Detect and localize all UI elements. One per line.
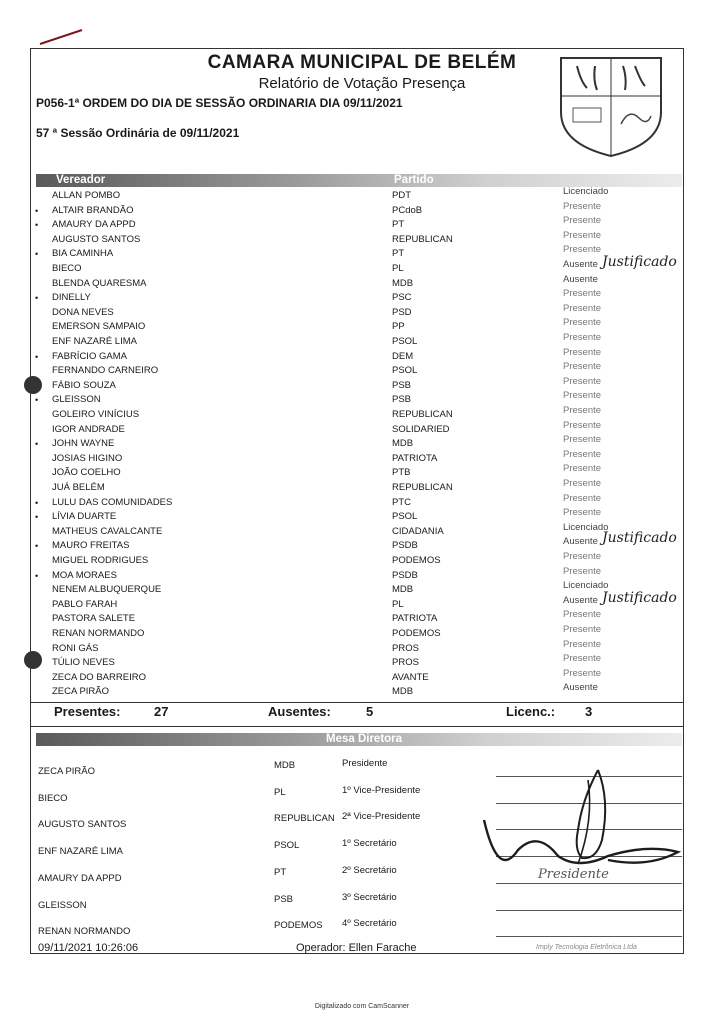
member-row [0,638,724,658]
member-row [0,200,724,220]
member-name: LULU DAS COMUNIDADES [52,496,173,508]
member-party: MDB [392,438,414,450]
member-status: Presente [563,288,602,300]
member-party: PROS [392,657,419,669]
member-name: NENEM ALBUQUERQUE [52,584,162,596]
member-status: Presente [563,229,602,241]
scanner-credit: Digitalizado com CamScanner [314,1003,410,1010]
mesa-member-role: 3º Secretário [342,891,397,903]
member-party: PTB [392,467,411,479]
member-party: PSD [392,306,412,318]
print-datetime: 09/11/2021 10:26:06 [38,942,139,954]
mesa-member-name: AMAURY DA APPD [38,872,122,884]
mesa-member-party: MDB [274,760,296,771]
member-name: JOSIAS HIGINO [52,452,123,464]
member-row [0,682,724,701]
member-party: PSOL [392,336,418,347]
member-bullet: • [35,220,39,231]
mesa-member-name: GLEISSON [38,899,87,911]
member-bullet: • [35,293,39,304]
member-name: PABLO FARAH [52,598,118,610]
mesa-member-party: REPUBLICAN [274,813,335,825]
mesa-title: Mesa Diretora [326,733,403,745]
member-name: JOHN WAYNE [52,438,115,450]
member-party: DEM [392,350,414,362]
member-row [0,448,724,468]
member-row [0,317,724,336]
member-party: PT [392,219,405,231]
handwritten-note-bieco: Justificado [602,254,677,270]
mesa-member-party: PODEMOS [274,920,323,932]
member-row [0,653,724,672]
member-status: Presente [563,200,602,212]
member-row [0,332,724,351]
licensed-label: Licenc.: [506,704,556,719]
mesa-member-name: ENF NAZARÉ LIMA [38,846,123,858]
totals-top-rule [30,702,684,703]
chamber-title: CAMARA MUNICIPAL DE BELÉM [207,52,517,73]
member-status: Presente [563,302,602,314]
member-name: ZECA DO BARREIRO [52,671,146,683]
punch-hole-upper [24,376,42,394]
member-party: PATRIOTA [392,452,438,464]
member-status: Presente [563,551,602,562]
member-bullet: • [35,249,39,260]
member-row [0,609,724,628]
member-name: FABRÍCIO GAMA [52,350,127,362]
member-status: Presente [563,653,602,665]
member-name: BLENDA QUARESMA [52,277,147,289]
member-row [0,288,724,307]
member-party: PTC [392,496,411,508]
signature-line [496,936,682,937]
member-status: Presente [563,361,602,373]
member-name: AMAURY DA APPD [52,219,136,231]
member-bullet: • [35,439,39,450]
member-name: AUGUSTO SANTOS [52,233,141,245]
member-party: PSB [392,379,412,391]
column-partido: Partido [394,174,434,186]
member-row [0,302,724,322]
member-status: Presente [563,478,602,489]
mesa-member-role: 2º Secretário [342,864,397,876]
member-name: JOÃO COELHO [52,467,121,479]
member-name: RENAN NORMANDO [52,628,145,639]
member-status: Presente [563,332,602,343]
signature-stamp: Presidente [538,867,609,882]
member-status: Presente [563,638,602,650]
session-line: 57 ª Sessão Ordinária de 09/11/2021 [36,126,240,140]
member-party: REPUBLICAN [392,233,453,245]
member-name: MOA MORAES [52,569,117,581]
handwritten-note-pablo: Justificado [602,590,677,606]
mesa-member-party: PT [274,866,287,878]
member-name: LÍVIA DUARTE [52,511,117,523]
member-party: PSB [392,394,412,406]
member-status: Presente [563,624,602,635]
mesa-member-name: ZECA PIRÃO [38,766,96,777]
member-party: REPUBLICAN [392,482,453,493]
member-bullet: • [35,497,39,508]
member-row [0,346,724,366]
mesa-member-role: 1º Vice-Presidente [342,784,421,796]
member-status: Presente [563,492,602,504]
member-party: PSDB [392,569,418,581]
member-name: EMERSON SAMPAIO [52,321,146,333]
member-party: PDT [392,190,411,201]
member-status: Presente [563,346,602,358]
order-of-day: P056-1ª ORDEM DO DIA DE SESSÃO ORDINARIA DIA 09/11/2021 [36,96,403,110]
member-name: BIECO [52,263,82,274]
member-status: Licenciado [563,580,609,592]
member-status: Presente [563,375,602,387]
member-party: SOLIDARIED [392,423,450,435]
member-name: RONI GÁS [52,642,99,654]
member-row [0,624,724,643]
member-row [0,667,724,687]
member-name: JUÁ BELÉM [52,482,105,493]
report-subtitle: Relatório de Votação Presença [258,75,466,92]
absent-count: 5 [366,704,374,719]
member-party: PL [392,263,404,274]
member-row [0,551,724,570]
mesa-member-role: 4º Secretário [342,918,397,930]
member-party: AVANTE [392,671,429,683]
member-name: DINELLY [52,292,91,304]
member-status: Presente [563,405,602,416]
mesa-member-name: BIECO [38,792,68,804]
city-emblem-icon [555,52,667,160]
member-row [0,375,724,395]
member-row [0,463,724,482]
member-status: Presente [563,244,602,256]
mesa-member-role: 2ª Vice-Presidente [342,811,421,823]
member-party: REPUBLICAN [392,409,453,420]
member-bullet: • [35,351,39,362]
mesa-member-role: 1º Secretário [342,838,397,850]
member-party: PSOL [392,511,418,523]
member-party: PROS [392,642,419,654]
member-bullet: • [35,570,39,581]
member-name: FÁBIO SOUZA [52,379,116,391]
member-status: Ausente [563,594,598,606]
member-name: GOLEIRO VINÍCIUS [52,409,140,420]
absent-label: Ausentes: [268,704,331,719]
member-row [0,419,724,439]
member-party: PODEMOS [392,555,441,566]
member-status: Ausente [563,259,598,270]
member-party: PCdoB [392,204,423,216]
member-status: Presente [563,317,602,329]
mesa-row [0,891,724,916]
member-name: IGOR ANDRADE [52,423,125,435]
member-status: Presente [563,448,602,460]
member-name: GLEISSON [52,394,101,406]
punch-hole-lower [24,651,42,669]
member-status: Presente [563,463,602,475]
member-row [0,565,724,585]
present-label: Presentes: [54,704,121,719]
member-row [0,215,724,234]
member-name: MATHEUS CAVALCANTE [52,525,163,537]
member-row [0,405,724,424]
member-status: Presente [563,565,602,577]
member-status: Ausente [563,273,598,285]
member-bullet: • [35,512,39,523]
member-party: PODEMOS [392,628,441,639]
member-status: Presente [563,434,602,446]
column-vereador: Vereador [56,174,106,186]
member-name: ZECA PIRÃO [52,686,110,698]
operator-name: Operador: Ellen Farache [296,942,417,954]
member-name: BIA CAMINHA [52,248,114,260]
member-row [0,390,724,409]
member-name: ALTAIR BRANDÃO [52,204,134,216]
member-party: MDB [392,277,414,289]
member-row [0,186,724,205]
signature-line [496,910,682,911]
member-row [0,507,724,526]
member-name: ALLAN POMBO [52,190,121,201]
president-signature [478,760,684,890]
handwritten-note-mauro: Justificado [602,530,677,546]
member-party: PSDB [392,540,418,552]
member-bullet: • [35,395,39,406]
member-row [0,478,724,497]
member-name: ENF NAZARÉ LIMA [52,336,137,347]
member-bullet: • [35,541,39,552]
totals-bottom-rule [30,726,684,727]
member-party: PSC [392,292,412,304]
mesa-member-role: Presidente [342,758,388,769]
member-status: Presente [563,667,602,679]
mesa-row [0,918,724,942]
member-status: Ausente [563,682,598,694]
present-count: 27 [154,704,169,719]
member-name: TÚLIO NEVES [52,657,115,669]
member-status: Ausente [563,536,598,548]
member-status: Presente [563,609,602,621]
member-status: Presente [563,215,602,227]
member-party: PL [392,598,404,610]
member-name: FERNANDO CARNEIRO [52,365,159,377]
mesa-member-name: RENAN NORMANDO [38,926,131,938]
member-name: DONA NEVES [52,306,114,318]
member-row [0,229,724,249]
member-party: PSOL [392,365,418,377]
member-row [0,434,724,453]
member-name: MAURO FREITAS [52,540,130,552]
mesa-member-party: PSB [274,893,294,905]
member-name: PASTORA SALETE [52,613,136,625]
member-party: PT [392,248,405,260]
member-row [0,492,724,512]
member-row [0,273,724,293]
member-status: Presente [563,390,602,402]
member-party: PATRIOTA [392,613,438,625]
mesa-member-party: PL [274,786,286,798]
vendor-credit: Imply Tecnologia Eletrônica Ltda [536,944,637,951]
licensed-count: 3 [585,704,593,719]
member-party: CIDADANIA [392,525,444,537]
member-status: Licenciado [563,521,609,533]
mesa-member-party: PSOL [274,840,300,852]
member-name: MIGUEL RODRIGUES [52,555,149,566]
member-party: MDB [392,584,414,596]
member-bullet: • [35,205,39,216]
member-status: Licenciado [563,186,609,197]
member-status: Presente [563,419,602,431]
member-status: Presente [563,507,602,519]
mesa-member-name: AUGUSTO SANTOS [38,819,127,831]
member-party: MDB [392,686,414,698]
pen-mark [38,28,84,46]
member-party: PP [392,321,405,333]
member-row [0,361,724,380]
